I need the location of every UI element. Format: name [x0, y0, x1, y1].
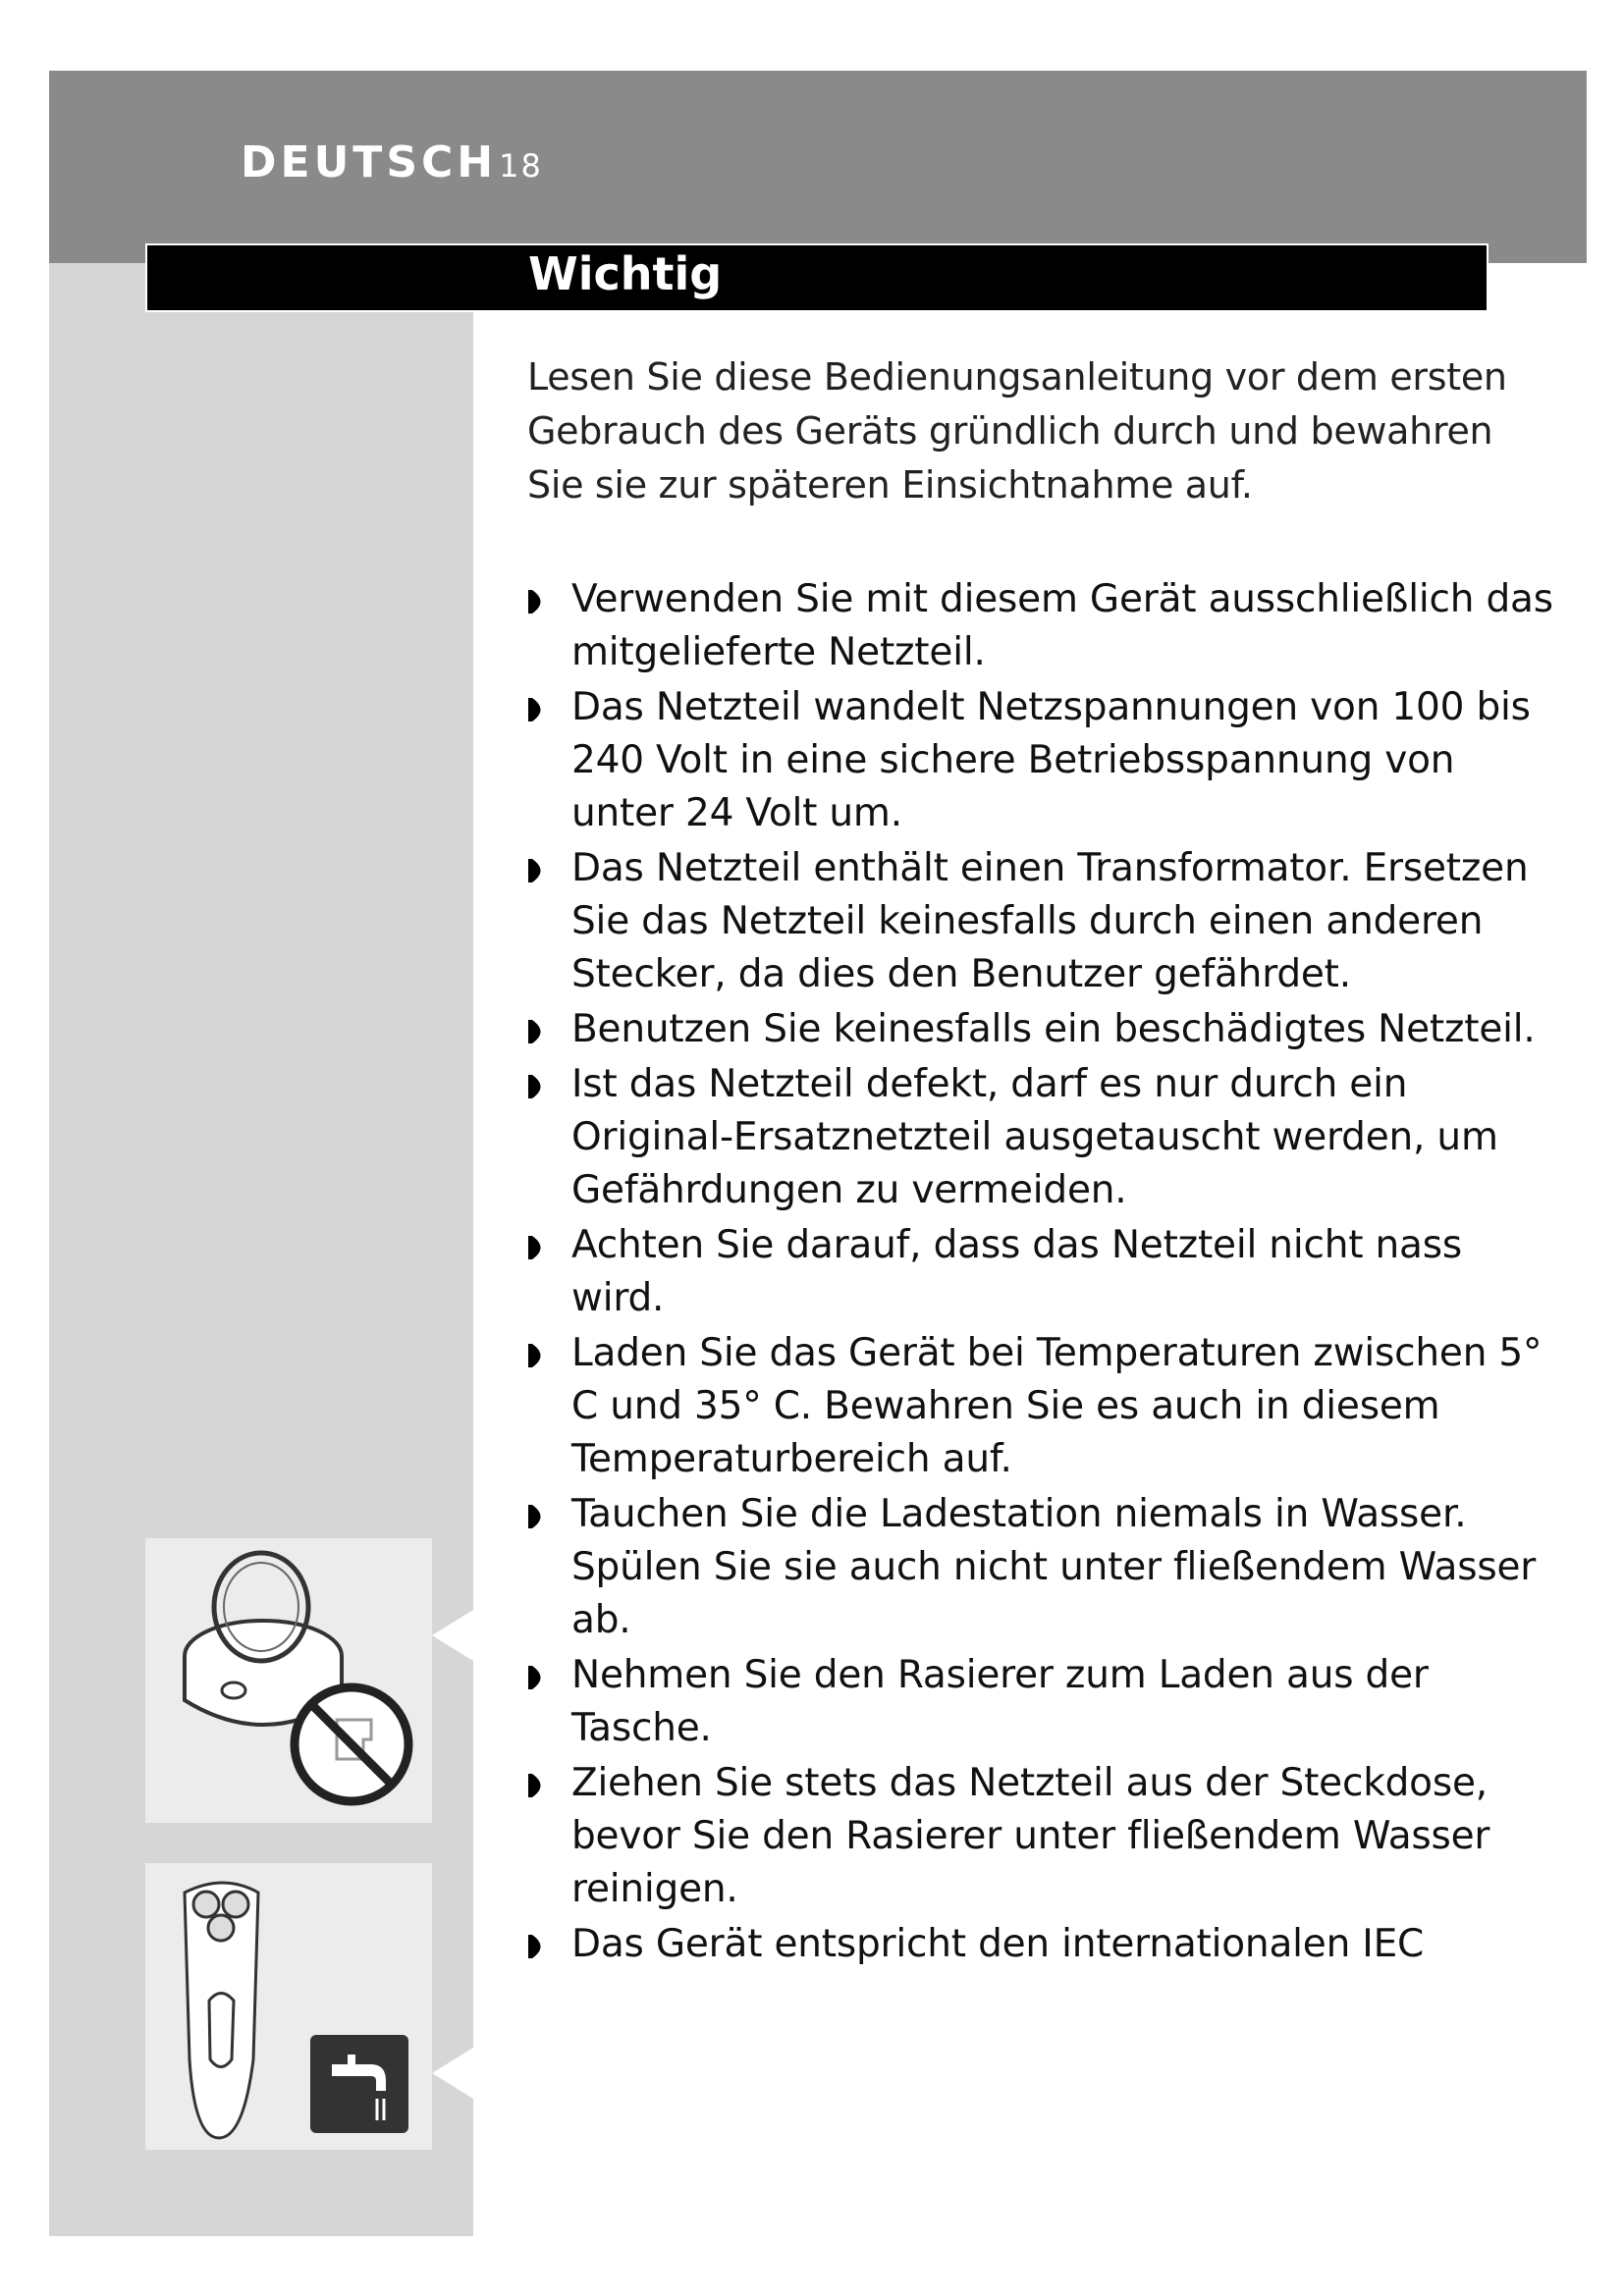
- intro-paragraph: Lesen Sie diese Bedienungsanleitung vor dem ersten Gebrauch des Geräts gründlich durch und bewahren Sie sie zur späteren Einsichtnahme auf.: [527, 355, 1507, 507]
- bullet-item: [527, 1058, 1558, 1217]
- charging-stand-no-water-icon: [145, 1538, 432, 1823]
- bullet-item: [527, 573, 1558, 679]
- bullet-marker-icon: [527, 1019, 549, 1044]
- bullet-marker-icon: [527, 589, 549, 614]
- header-language: [241, 137, 543, 187]
- bullet-item: [527, 842, 1558, 1001]
- safety-bullet-list: [527, 573, 1558, 1973]
- bullet-item: [527, 1649, 1558, 1755]
- section-title-bar: [145, 243, 1489, 312]
- bullet-text: Achten Sie darauf, dass das Netzteil nicht nass wird.: [571, 1223, 1462, 1320]
- bullet-text: Tauchen Sie die Ladestation niemals in Wasser. Spülen Sie sie auch nicht unter fließendem Wasser ab.: [571, 1492, 1537, 1642]
- bullet-text: Nehmen Sie den Rasierer zum Laden aus der Tasche.: [571, 1653, 1429, 1750]
- bullet-marker-icon: [527, 1074, 549, 1099]
- bullet-marker-icon: [527, 858, 549, 883]
- bullet-marker-icon: [527, 1934, 549, 1959]
- bullet-text: Das Netzteil wandelt Netzspannungen von 100 bis 240 Volt in eine sichere Betriebsspannung von unter 24 Volt um.: [571, 685, 1531, 835]
- bullet-marker-icon: [527, 697, 549, 722]
- section-title: Wichtig: [528, 247, 723, 300]
- bullet-marker-icon: [527, 1504, 549, 1529]
- bullet-text: Verwenden Sie mit diesem Gerät ausschließlich das mitgelieferte Netzteil.: [571, 577, 1553, 674]
- bullet-text: Ist das Netzteil defekt, darf es nur durch ein Original-Ersatznetzteil ausgetauscht werden, um Gefährdungen zu vermeiden.: [571, 1062, 1498, 1212]
- bullet-text: Laden Sie das Gerät bei Temperaturen zwischen 5° C und 35° C. Bewahren Sie es auch in diesem Temperaturbereich auf.: [571, 1331, 1543, 1481]
- bullet-item: [527, 1918, 1558, 1971]
- page-number: 18: [499, 147, 543, 185]
- shaver-rinse-tap-icon: [145, 1863, 432, 2150]
- bullet-item: [527, 681, 1558, 840]
- bullet-item: [527, 1757, 1558, 1916]
- bullet-item: [527, 1003, 1558, 1056]
- bullet-marker-icon: [527, 1343, 549, 1368]
- bullet-item: [527, 1219, 1558, 1325]
- bullet-text: Ziehen Sie stets das Netzteil aus der Steckdose, bevor Sie den Rasierer unter fließendem Wasser reinigen.: [571, 1761, 1490, 1911]
- bullet-text: Benutzen Sie keinesfalls ein beschädigtes Netzteil.: [571, 1007, 1536, 1051]
- bullet-text: Das Netzteil enthält einen Transformator. Ersetzen Sie das Netzteil keinesfalls durch einen anderen Stecker, da dies den Benutzer gefährdet.: [571, 846, 1529, 996]
- bullet-item: [527, 1327, 1558, 1486]
- language-label: DEUTSCH: [241, 137, 498, 187]
- bullet-marker-icon: [527, 1665, 549, 1690]
- illustration-pointer: [432, 1610, 473, 1661]
- bullet-marker-icon: [527, 1773, 549, 1798]
- bullet-text: Das Gerät entspricht den internationalen IEC: [571, 1922, 1425, 1966]
- charging-stand-illustration: [145, 1538, 432, 1823]
- bullet-item: [527, 1488, 1558, 1647]
- illustration-pointer: [432, 2048, 473, 2099]
- shaver-rinse-illustration: [145, 1863, 432, 2150]
- bullet-marker-icon: [527, 1235, 549, 1260]
